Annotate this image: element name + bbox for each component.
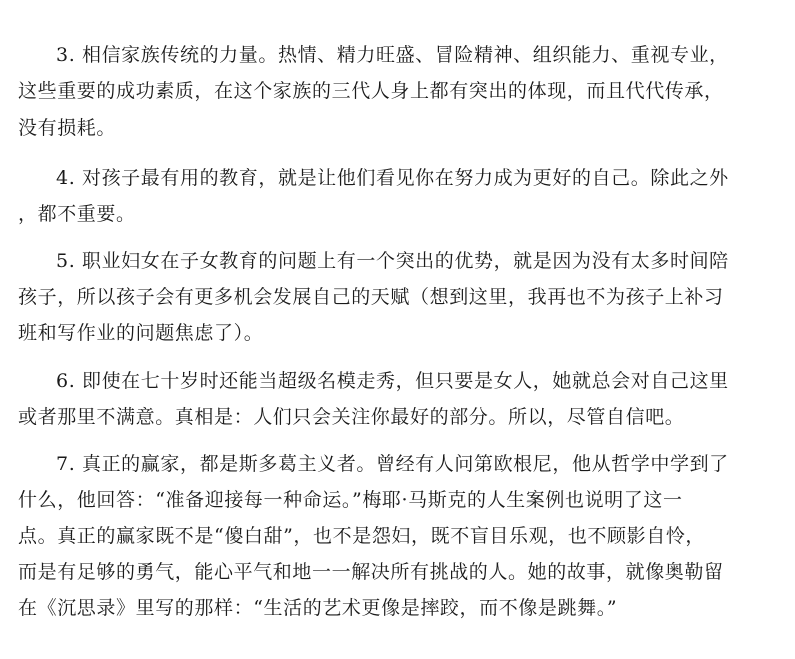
paragraph-5-line-1: 5. 职业妇女在子女教育的问题上有一个突出的优势，就是因为没有太多时间陪	[56, 250, 729, 272]
paragraph-4-line-1: 4. 对孩子最有用的教育，就是让他们看见你在努力成为更好的自己。除此之外	[56, 167, 729, 189]
paragraph-3-line-3: 没有损耗。	[18, 117, 117, 139]
paragraph-7-line-2: 什么，他回答：“准备迎接每一种命运。”梅耶·马斯克的人生案例也说明了这一	[18, 489, 683, 511]
paragraph-6-line-1: 6. 即使在七十岁时还能当超级名模走秀，但只要是女人，她就总会对自己这里	[56, 370, 729, 392]
paragraph-7-line-3: 点。真正的赢家既不是“傻白甜”，也不是怨妇，既不盲目乐观，也不顾影自怜，	[18, 525, 706, 547]
paragraph-3-line-2: 这些重要的成功素质，在这个家族的三代人身上都有突出的体现，而且代代传承，	[18, 80, 724, 102]
paragraph-7-line-4: 而是有足够的勇气，能心平气和地一一解决所有挑战的人。她的故事，就像奥勒留	[18, 561, 724, 583]
paragraph-7-line-1: 7. 真正的赢家，都是斯多葛主义者。曾经有人问第欧根尼，他从哲学中学到了	[56, 453, 729, 475]
paragraph-3-line-1: 3. 相信家族传统的力量。热情、精力旺盛、冒险精神、组织能力、重视专业，	[56, 44, 729, 66]
paragraph-5-line-3: 班和写作业的问题焦虑了）。	[18, 322, 264, 344]
paragraph-4-line-2: ，都不重要。	[18, 203, 136, 225]
paragraph-6-line-2: 或者那里不满意。真相是：人们只会关注你最好的部分。所以，尽管自信吧。	[18, 406, 685, 428]
paragraph-5-line-2: 孩子，所以孩子会有更多机会发展自己的天赋（想到这里，我再也不为孩子上补习	[18, 286, 724, 308]
paragraph-7-line-5: 在《沉思录》里写的那样：“生活的艺术更像是摔跤，而不像是跳舞。”	[18, 597, 618, 619]
